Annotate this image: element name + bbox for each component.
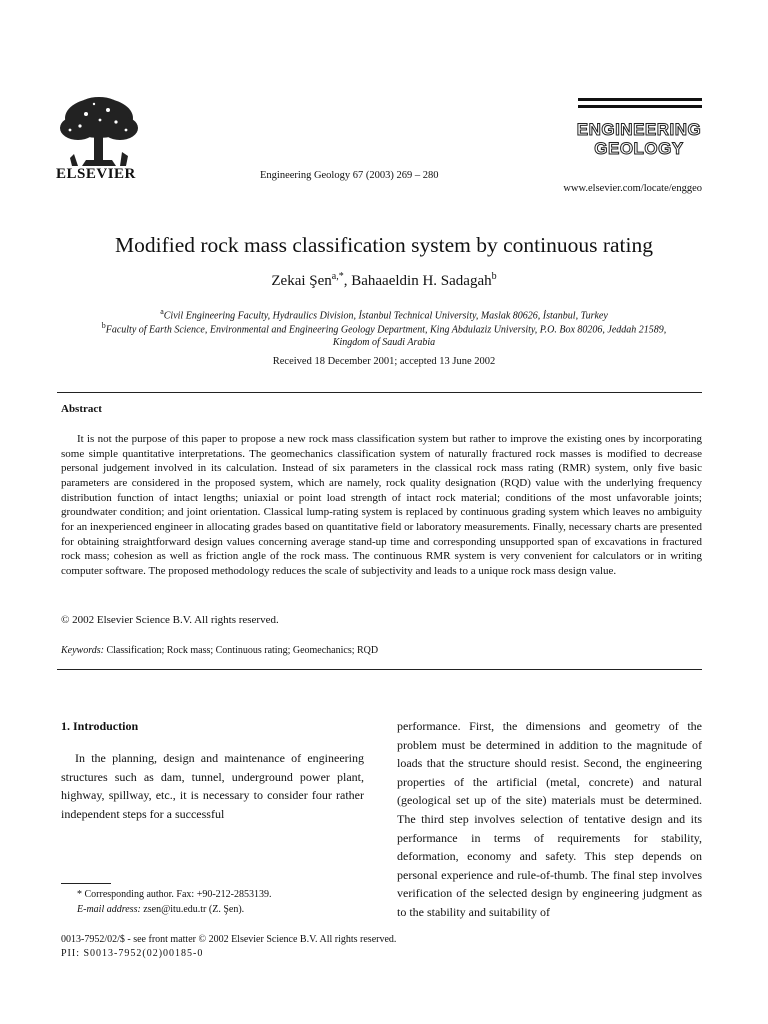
pii-line: PII: S0013-7952(02)00185-0 bbox=[61, 948, 204, 959]
keywords-label: Keywords: bbox=[61, 645, 104, 656]
footnote-rule bbox=[61, 883, 111, 884]
intro-column-1-text: In the planning, design and maintenance of engineering structures such as dam, tunnel, underground power plant, highway, spillway, etc., it is necessary to consider four rather independent steps for a successful bbox=[61, 751, 364, 821]
journal-url[interactable]: www.elsevier.com/locate/enggeo bbox=[563, 183, 702, 194]
footnote-email-label: E-mail address: bbox=[77, 904, 141, 915]
affiliation-b-text: Faculty of Earth Science, Environmental and Engineering Geology Department, King Abdulaziz University, P.O. Box 80206, Jeddah 21589, bbox=[105, 324, 667, 336]
section-heading-introduction: 1. Introduction bbox=[61, 719, 139, 733]
author-separator: , bbox=[343, 273, 352, 289]
journal-logo-line2: GEOLOGY bbox=[594, 139, 684, 158]
footnote-email-address[interactable]: zsen@itu.edu.tr (Z. Şen). bbox=[140, 904, 245, 915]
affiliation-b bbox=[40, 319, 728, 349]
author-list bbox=[0, 271, 768, 290]
keywords bbox=[61, 645, 378, 656]
article-title: Modified rock mass classification system by continuous rating bbox=[114, 233, 653, 257]
publisher-name: ELSEVIER bbox=[56, 166, 136, 182]
affiliation-b-country: Kingdom of Saudi Arabia bbox=[332, 337, 436, 349]
front-matter-line: 0013-7952/02/$ - see front matter © 2002 Elsevier Science B.V. All rights reserved. bbox=[61, 934, 397, 945]
abstract-copyright: © 2002 Elsevier Science B.V. All rights reserved. bbox=[61, 614, 279, 626]
keywords-list: Classification; Rock mass; Continuous rating; Geomechanics; RQD bbox=[106, 645, 379, 656]
journal-reference: Engineering Geology 67 (2003) 269 – 280 bbox=[260, 170, 439, 181]
footnote-email bbox=[77, 904, 244, 915]
author-2: Bahaaeldin H. Sadagah bbox=[351, 273, 492, 289]
abstract-body: It is not the purpose of this paper to propose a new rock mass classification system but rather to improve the existing ones by incorporating some simple quantitative interpretations. The geomechanics classification system of naturally fractured rock masses is modified to decrease personal judgement involved in its calculation. Instead of six parameters in the classical rock mass rating (RMR) system, only five basic parameters are considered in the proposed system, which are namely, rock quality designation (RQD) value with the underlying frequency distribution function of intact lengths; uniaxial or point load strength of intact rock material; conditions of the most unfavorable joints; groundwater condition; and joint orientation. Classical lump-rating system is replaced by continuous grading system which leaves no ambiguity for an inexperienced engineer in allocating grades based on quantitative field or laboratory measurements. Finally, necessary charts are presented for obtaining straightforward design values concerning average stand-up time and corresponding unsupported span of excavations in fractured rock mass; cohesion as well as friction angle of the rock mass. The continuous RMR system is very convenient for calculators or in writing computer software. The proposed methodology reduces the scale of subjectivity and leads to a unique rock mass design value. bbox=[61, 433, 702, 577]
author-2-affiliation-mark: b bbox=[491, 271, 497, 282]
author-1: Zekai Şen bbox=[271, 273, 332, 289]
journal-logo bbox=[575, 120, 703, 158]
journal-logo-line1: ENGINEERING bbox=[576, 120, 702, 139]
abstract-bottom-rule bbox=[57, 669, 702, 670]
intro-column-2-text: performance. First, the dimensions and geometry of the problem must be determined in addition to the magnitude of loads that the structure should resist. Second, the engineering properties of the artificial (metal, concrete) and natural (geological set up of the site) materials must be determined. The third step involves selection of tentative design and its performance in terms of requirements for stability, deformation, economy and safety. This step depends on personal experience and rule-of-thumb. The final step involves verification of the selected design by engineering judgment as to the stability and suitability of bbox=[397, 719, 702, 919]
author-1-affiliation-mark: a,* bbox=[331, 271, 344, 282]
journal-logo-rules bbox=[578, 98, 702, 112]
affiliation-b-mark: b bbox=[101, 321, 106, 330]
abstract-top-rule bbox=[57, 392, 702, 393]
received-dates: Received 18 December 2001; accepted 13 June 2002 bbox=[272, 356, 496, 367]
affiliation-a-mark: a bbox=[160, 307, 164, 316]
affiliation-a-text: Civil Engineering Faculty, Hydraulics Division, İstanbul Technical University, Maslak 80626, İstanbul, Turkey bbox=[163, 310, 608, 322]
footnote-corresponding-author: * Corresponding author. Fax: +90-212-2853139. bbox=[77, 889, 272, 900]
abstract-heading: Abstract bbox=[61, 403, 102, 415]
